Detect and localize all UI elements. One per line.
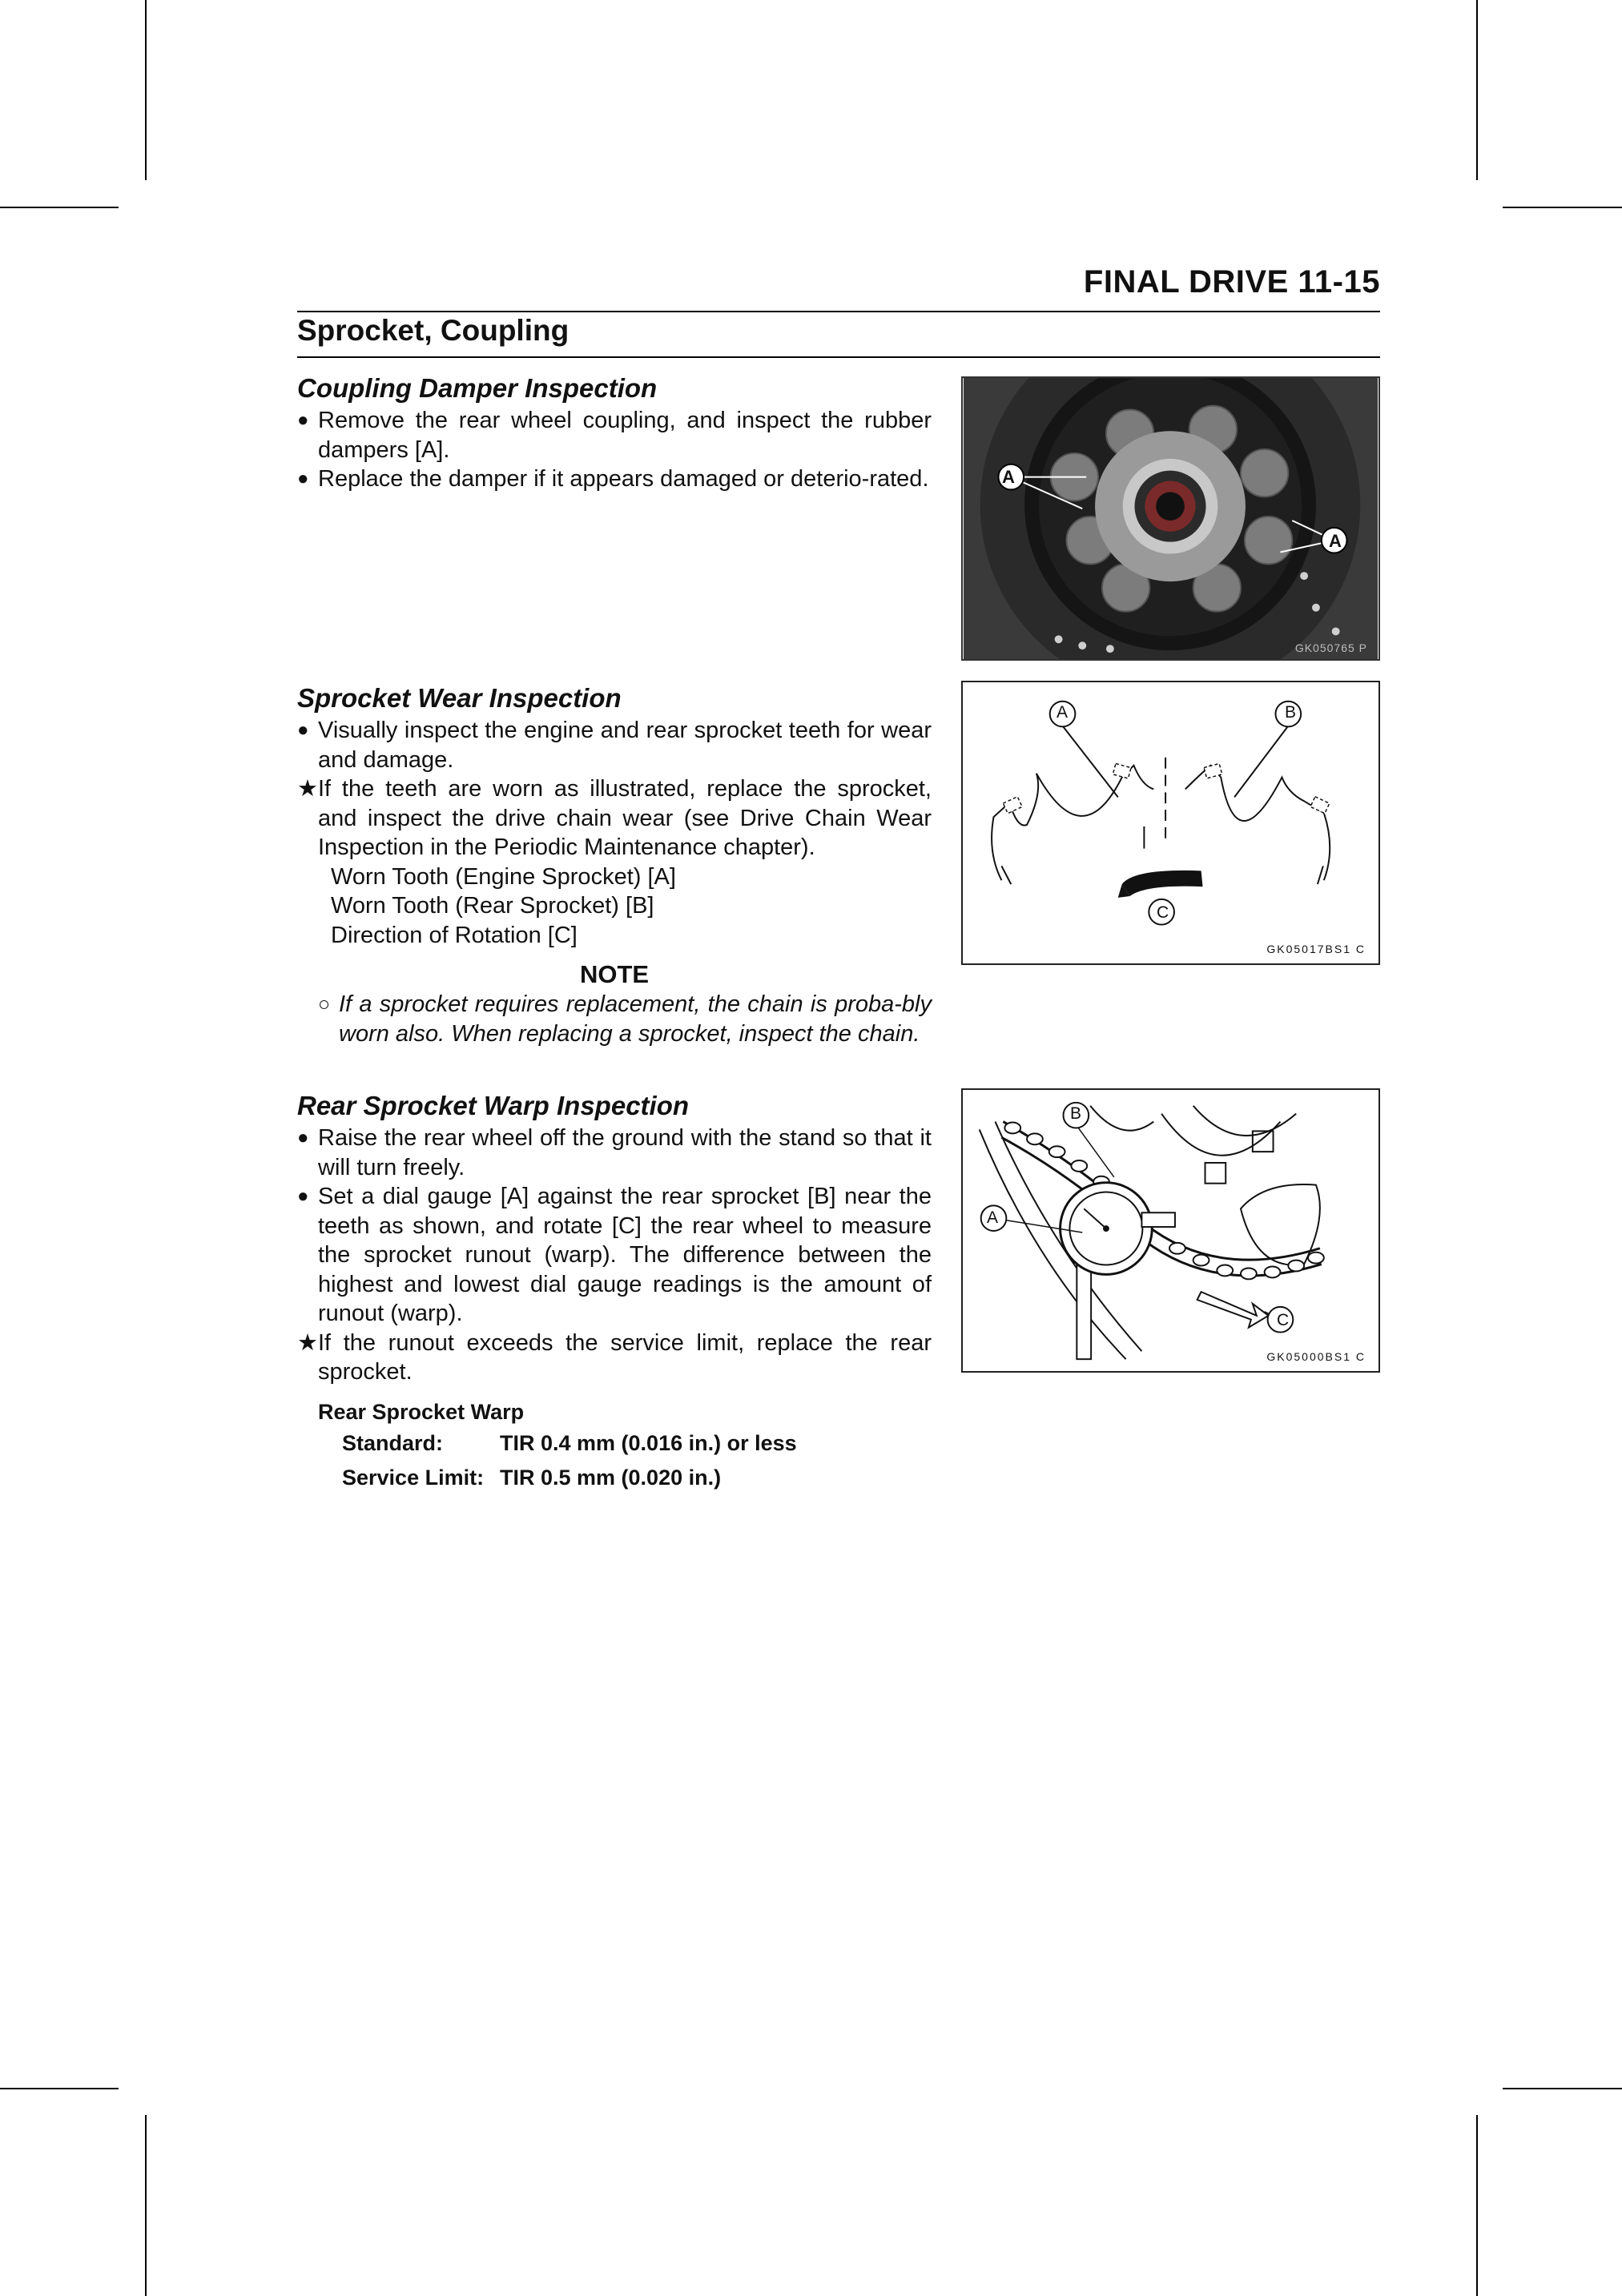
coupling-damper-section — [297, 372, 932, 494]
list-item — [297, 716, 932, 774]
callout-label: C — [1157, 903, 1169, 922]
crop-mark — [0, 207, 119, 208]
sprocket-teeth-illustration — [963, 682, 1378, 963]
figure-code: GK05017BS1 C — [1266, 943, 1366, 955]
item-text: Raise the rear wheel off the ground with the stand so that it will turn freely. — [318, 1125, 932, 1180]
coupling-damper-heading: Coupling Damper Inspection — [297, 373, 658, 403]
star-icon: ★ — [297, 1329, 318, 1356]
legend-item: Worn Tooth (Engine Sprocket) [A] — [331, 863, 676, 890]
list-item — [297, 774, 932, 863]
item-text: Visually inspect the engine and rear sprocket teeth for wear and damage. — [318, 718, 932, 773]
section-rule — [297, 356, 1380, 358]
list-item — [297, 406, 932, 464]
spec-row-service-limit — [318, 1461, 797, 1495]
warp-section — [297, 1090, 932, 1387]
crop-mark — [145, 0, 147, 180]
header-rule — [297, 311, 1380, 312]
warp-spec-table — [318, 1397, 797, 1495]
list-item — [297, 1329, 932, 1387]
sprocket-teeth-diagram — [961, 681, 1380, 965]
spec-value: TIR 0.4 mm (0.016 in.) or less — [500, 1431, 797, 1455]
item-text: Set a dial gauge [A] against the rear sprocket [B] near the teeth as shown, and rotate [C] the rear wheel to measure the sprocket runout (warp). The difference between the highest and lowest dial gauge readings is the amount of runout (warp). — [318, 1184, 932, 1326]
list-item — [297, 464, 932, 494]
crop-mark — [1476, 0, 1478, 180]
crop-mark — [145, 2115, 147, 2296]
crop-mark — [1503, 2088, 1622, 2089]
spec-label: Service Limit: — [342, 1466, 485, 1490]
section-title: Sprocket, Coupling — [297, 314, 570, 347]
note-text — [297, 990, 932, 1048]
crop-mark — [0, 2088, 119, 2089]
page-title: FINAL DRIVE 11-15 — [1083, 264, 1380, 300]
legend-item: Worn Tooth (Rear Sprocket) [B] — [331, 893, 654, 919]
circle-icon: ○ — [318, 993, 331, 1015]
item-text: If the teeth are worn as illustrated, replace the sprocket, and inspect the drive chain wear (see Drive Chain Wear Inspection in the Periodic Maintenance chapter). — [318, 776, 932, 860]
list-item — [297, 1124, 932, 1182]
callout-label: B — [1070, 1104, 1082, 1123]
warp-heading: Rear Sprocket Warp Inspection — [297, 1091, 690, 1120]
callout-label: C — [1277, 1311, 1290, 1329]
callout-label: A — [1002, 467, 1015, 487]
bullet-icon: ● — [297, 409, 309, 431]
spec-value: TIR 0.5 mm (0.020 in.) — [500, 1466, 722, 1490]
crop-mark — [1503, 207, 1622, 208]
star-icon: ★ — [297, 776, 318, 802]
crop-mark — [1476, 2115, 1478, 2296]
coupling-damper-photo — [961, 376, 1380, 661]
callout-label: A — [1329, 531, 1342, 551]
legend-item: Direction of Rotation [C] — [331, 922, 578, 948]
sprocket-wear-heading: Sprocket Wear Inspection — [297, 683, 622, 713]
bullet-icon: ● — [297, 1185, 309, 1207]
callout-label: A — [1057, 703, 1069, 722]
bullet-icon: ● — [297, 719, 309, 741]
item-text: Remove the rear wheel coupling, and inspect the rubber dampers [A]. — [318, 408, 932, 463]
list-item — [297, 1182, 932, 1329]
figure-code: GK050765 P — [1294, 641, 1367, 654]
callout-label: A — [987, 1208, 999, 1227]
item-text: If the runout exceeds the service limit, replace the rear sprocket. — [318, 1329, 932, 1385]
callout-label: B — [1285, 703, 1297, 722]
figure-code: GK05000BS1 C — [1266, 1350, 1366, 1363]
coupling-photo-illustration — [963, 378, 1378, 659]
dial-gauge-illustration — [963, 1090, 1378, 1371]
note-title: NOTE — [579, 960, 650, 988]
sprocket-wear-section — [297, 682, 932, 1048]
spec-label: Standard: — [342, 1431, 444, 1455]
spec-title: Rear Sprocket Warp — [318, 1400, 525, 1424]
dial-gauge-diagram — [961, 1088, 1380, 1373]
item-text: Replace the damper if it appears damaged or deterio-rated. — [318, 466, 929, 492]
spec-row-standard — [318, 1426, 797, 1461]
bullet-icon: ● — [297, 1127, 309, 1148]
bullet-icon: ● — [297, 468, 309, 489]
note-body: If a sprocket requires replacement, the chain is proba-bly worn also. When replacing a sprocket, inspect the chain. — [339, 991, 932, 1047]
